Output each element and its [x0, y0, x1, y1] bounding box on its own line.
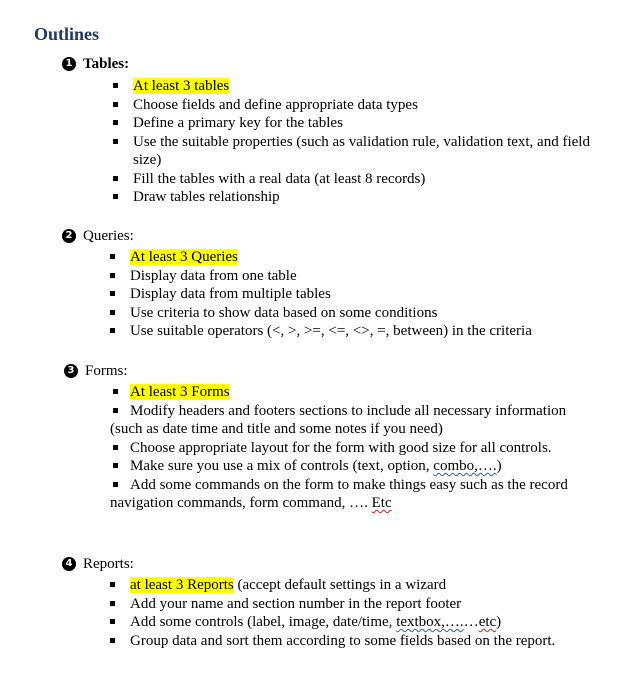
square-bullet-icon: [110, 273, 115, 278]
item-text: Display data from multiple tables: [130, 286, 331, 302]
square-bullet-icon: [113, 389, 118, 394]
number-two-icon: 2: [62, 229, 76, 243]
list-item: [133, 96, 603, 115]
spellcheck-text: combo,….: [433, 458, 497, 474]
number-one-icon: 1: [62, 57, 76, 71]
page-title: Outlines: [34, 24, 100, 44]
tables-list: [133, 77, 603, 207]
list-item: [130, 248, 610, 267]
square-bullet-icon: [113, 445, 118, 450]
section-heading: [62, 227, 610, 245]
square-bullet-icon: [113, 482, 118, 487]
square-bullet-icon: [113, 194, 118, 199]
list-item: [130, 285, 610, 304]
section-queries: [62, 227, 610, 341]
section-heading: [62, 55, 603, 73]
list-item: [130, 595, 642, 614]
item-text: Add some commands on the form to make things easy such as the record navigation commands, form command, ….: [110, 476, 568, 511]
square-bullet-icon: [113, 176, 118, 181]
item-text: Choose appropriate layout for the form with good size for all controls.: [130, 439, 552, 456]
square-bullet-icon: [110, 291, 115, 296]
square-bullet-icon: [110, 638, 115, 643]
spellcheck-text: Etc: [371, 495, 392, 511]
item-text: Fill the tables with a real data (at least 8 records): [133, 170, 426, 187]
square-bullet-icon: [110, 310, 115, 315]
list-item: [130, 322, 610, 341]
list-item: [133, 77, 603, 96]
list-item: [110, 457, 590, 476]
list-item: [110, 402, 590, 439]
list-item: [133, 170, 603, 189]
square-bullet-icon: [113, 102, 118, 107]
section-reports: [62, 555, 642, 650]
section-tables: [62, 55, 603, 207]
list-item: [133, 188, 603, 207]
list-item: [130, 613, 642, 632]
highlighted-text: At least 3 Queries: [130, 249, 238, 265]
list-item: [110, 383, 590, 402]
square-bullet-icon: [110, 254, 115, 259]
spellcheck-text: textbox,….: [396, 614, 464, 630]
square-bullet-icon: [113, 408, 118, 413]
item-text: (accept default settings in a wizard: [233, 577, 447, 593]
highlighted-text: At least 3 tables: [133, 78, 230, 94]
list-item: [130, 576, 642, 595]
highlighted-text: At least 3 Forms: [130, 384, 230, 400]
item-text: Display data from one table: [130, 267, 297, 284]
square-bullet-icon: [110, 328, 115, 333]
number-three-icon: 3: [64, 364, 78, 378]
list-item: [110, 476, 590, 513]
section-title: Forms:: [85, 363, 128, 379]
reports-list: [130, 576, 642, 650]
section-heading: [62, 555, 642, 573]
queries-list: [130, 248, 610, 341]
section-title: Reports:: [83, 556, 134, 572]
item-text: Group data and sort them according to some fields based on the report.: [130, 632, 556, 649]
item-text: Make sure you use a mix of controls (text, option,: [130, 458, 434, 474]
item-text: …: [463, 614, 479, 630]
section-forms: [64, 362, 590, 513]
item-text: Add your name and section number in the report footer: [130, 595, 462, 612]
square-bullet-icon: [113, 463, 118, 468]
list-item: [130, 267, 610, 286]
item-text: Define a primary key for the tables: [133, 115, 343, 131]
spellcheck-text: etc: [478, 614, 497, 630]
square-bullet-icon: [113, 120, 118, 125]
item-text: Add some controls (label, image, date/time,: [130, 614, 397, 630]
item-text: ): [496, 458, 502, 474]
square-bullet-icon: [110, 601, 115, 606]
list-item: [130, 632, 642, 651]
item-text: Use the suitable properties (such as validation rule, validation text, and field size): [133, 133, 590, 168]
list-item: [130, 304, 610, 323]
section-title: Queries:: [83, 228, 134, 244]
section-title: Tables:: [83, 56, 130, 72]
list-item: [133, 114, 603, 133]
item-text: Draw tables relationship: [133, 189, 280, 205]
item-text: ): [496, 614, 502, 630]
forms-list: [110, 383, 590, 513]
square-bullet-icon: [110, 582, 115, 587]
item-text: Use criteria to show data based on some conditions: [130, 304, 438, 321]
square-bullet-icon: [113, 83, 118, 88]
list-item: [133, 133, 603, 170]
item-text: Use suitable operators (<, >, >=, <=, <>, =, between) in the criteria: [130, 323, 532, 339]
item-text: Modify headers and footers sections to include all necessary information (such as date time and title and some notes if you need): [110, 402, 567, 437]
square-bullet-icon: [110, 619, 115, 624]
number-four-icon: 4: [62, 557, 76, 571]
item-text: Choose fields and define appropriate data types: [133, 96, 418, 113]
highlighted-text: at least 3 Reports: [130, 577, 234, 593]
list-item: [110, 439, 590, 458]
section-heading: [64, 362, 590, 380]
square-bullet-icon: [113, 139, 118, 144]
